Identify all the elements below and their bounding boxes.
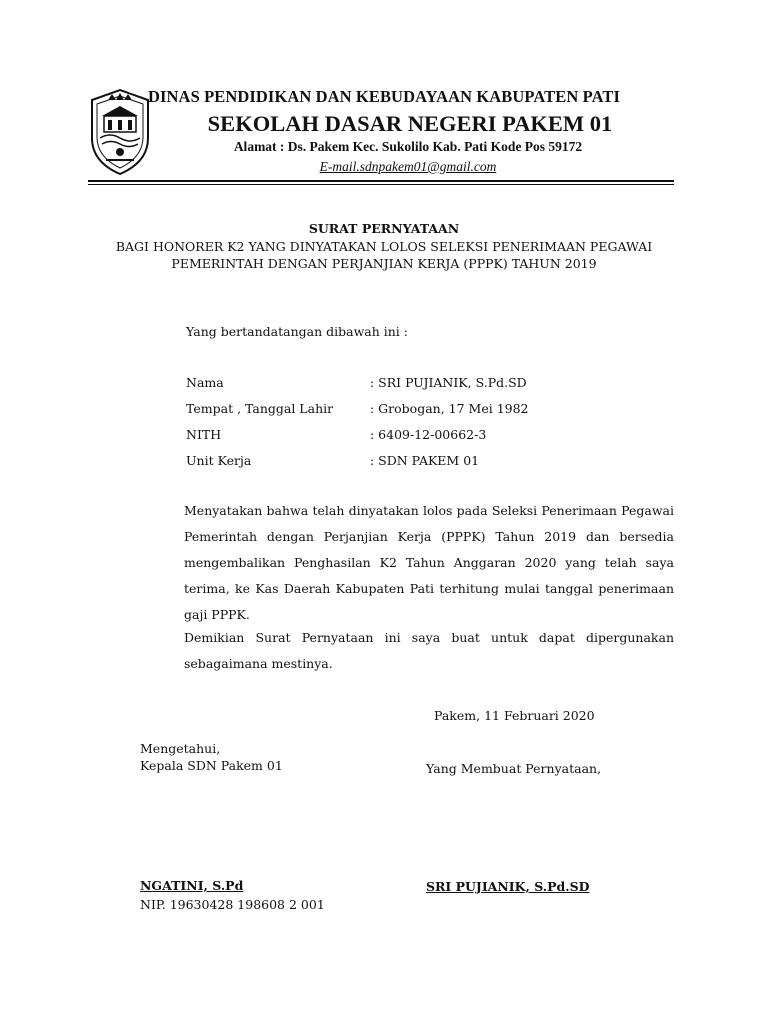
intro-text: Yang bertandatangan dibawah ini : xyxy=(186,324,408,339)
email-link[interactable]: E-mail.sdnpakem01@gmail.com xyxy=(319,159,497,174)
identity-value-unit: : SDN PAKEM 01 xyxy=(370,453,480,468)
document-subtitle-line2: PEMERINTAH DENGAN PERJANJIAN KERJA (PPPK) TAHUN 2019 xyxy=(171,256,597,271)
document-subtitle-line1: BAGI HONORER K2 YANG DINYATAKAN LOLOS SELEKSI PENERIMAAN PEGAWAI xyxy=(115,239,653,254)
acknowledged-caption: Mengetahui, xyxy=(140,741,221,756)
acknowledged-position: Kepala SDN Pakem 01 xyxy=(140,758,283,773)
statement-paragraph: Menyatakan bahwa telah dinyatakan lolos pada Seleksi Penerimaan Pegawai Pemerintah dengan Perjanjian Kerja (PPPK) Tahun 2019 dan bersedia mengembalikan Penghasilan K2 Tahun Anggaran 2020 yang telah saya terima, ke Kas Daerah Kabupaten Pati terhitung mulai tanggal penerimaan gaji PPPK. xyxy=(184,503,674,622)
identity-value-name: : SRI PUJIANIK, S.Pd.SD xyxy=(370,375,527,390)
identity-label-birth: Tempat , Tanggal Lahir xyxy=(186,401,334,416)
letterhead-rule-thin xyxy=(88,184,674,185)
place-date: Pakem, 11 Februari 2020 xyxy=(434,708,595,723)
letterhead-rule-thick xyxy=(88,180,674,182)
headmaster-signature-name: NGATINI, S.Pd xyxy=(140,878,244,893)
declarant-caption: Yang Membuat Pernyataan, xyxy=(426,761,602,776)
identity-value-birth: : Grobogan, 17 Mei 1982 xyxy=(370,401,529,416)
document-title: SURAT PERNYATAAN xyxy=(308,221,460,236)
headmaster-nip: NIP. 19630428 198608 2 001 xyxy=(140,897,325,912)
declarant-signature-name: SRI PUJIANIK, S.Pd.SD xyxy=(426,879,590,894)
identity-label-nith: NITH xyxy=(186,427,222,442)
school-address: Alamat : Ds. Pakem Kec. Sukolilo Kab. Pati Kode Pos 59172 xyxy=(233,139,583,154)
closing-paragraph: Demikian Surat Pernyataan ini saya buat untuk dapat dipergunakan sebagaimana mestinya. xyxy=(184,630,674,671)
agency-name: DINAS PENDIDIKAN DAN KEBUDAYAAN KABUPATEN PATI xyxy=(148,87,620,106)
identity-label-name: Nama xyxy=(186,375,224,390)
school-name: SEKOLAH DASAR NEGERI PAKEM 01 xyxy=(207,111,613,136)
identity-label-unit: Unit Kerja xyxy=(186,453,252,468)
identity-value-nith: : 6409-12-00662-3 xyxy=(370,427,487,442)
school-email xyxy=(140,159,676,175)
